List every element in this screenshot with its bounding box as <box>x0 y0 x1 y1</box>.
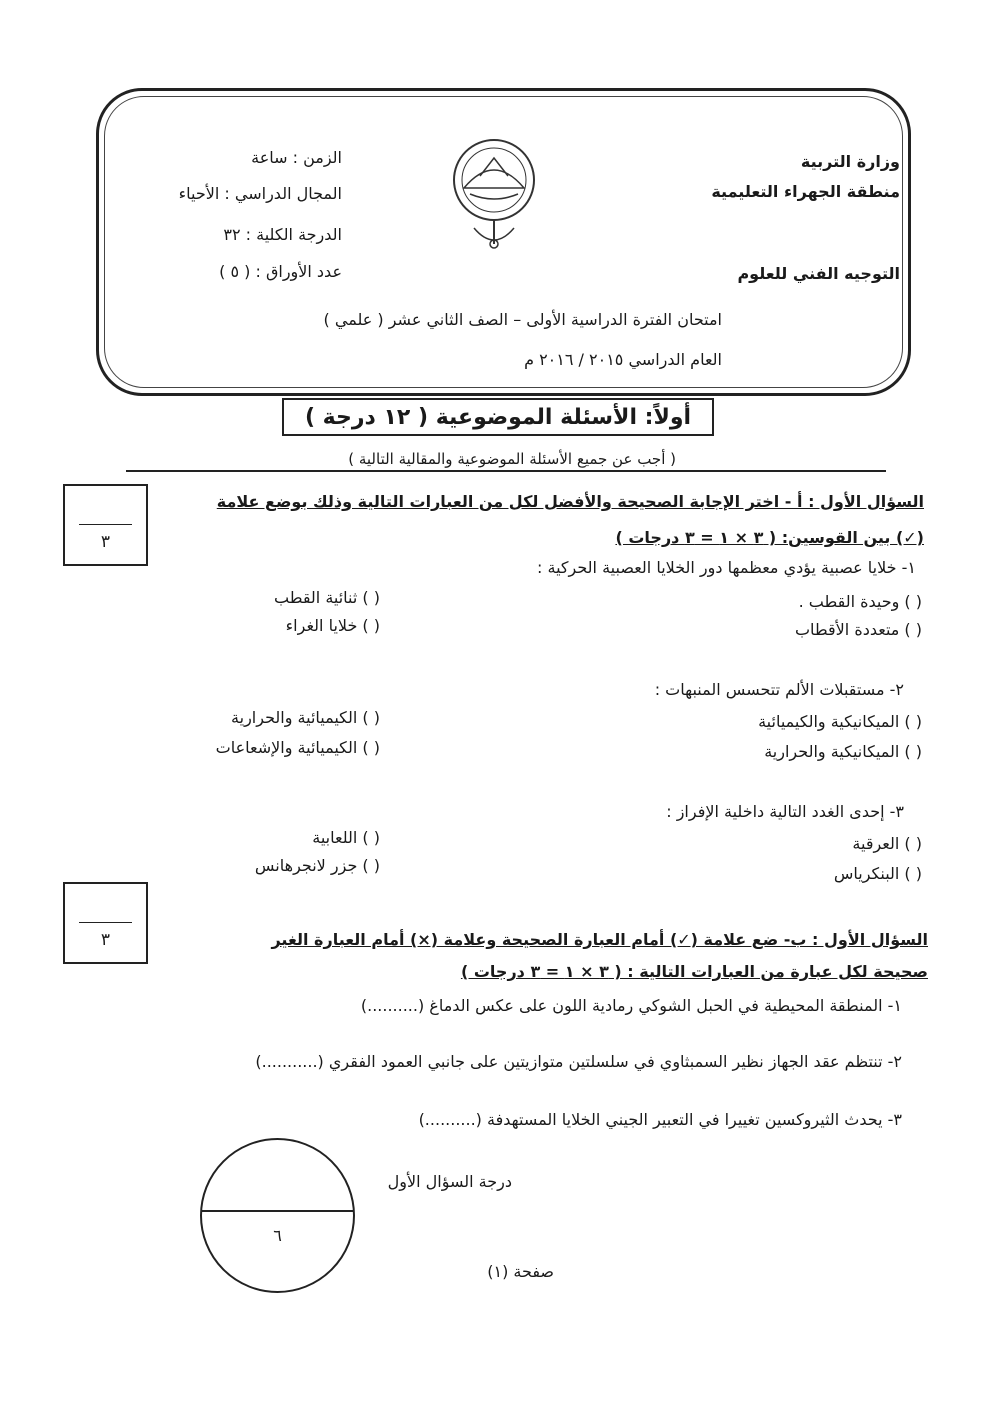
q1-total-value: ٦ <box>273 1226 282 1245</box>
score-value: ٣ <box>100 532 111 552</box>
q1a-option[interactable]: ( ) وحيدة القطب . <box>798 592 922 611</box>
q1a-option[interactable]: ( ) خلايا الغراء <box>285 616 380 635</box>
school-year: العام الدراسي ٢٠١٥ / ٢٠١٦ م <box>524 350 722 369</box>
q1b-heading-2: صحيحة لكل عبارة من العبارات التالية : ( ٣ × ١ = ٣ درجات ) <box>460 962 928 981</box>
divider <box>126 470 886 472</box>
q1b-statement-1: ١- المنطقة المحيطية في الحبل الشوكي رمادية اللون على عكس الدماغ (..........) <box>360 996 902 1015</box>
section-title: أولاً: الأسئلة الموضوعية ( ١٢ درجة ) <box>282 398 714 436</box>
q1a-option[interactable]: ( ) البنكرياس <box>833 864 922 883</box>
score-box-q1b <box>63 882 148 964</box>
q1b-heading: السؤال الأول : ب- ضع علامة (✓) أمام العبارة الصحيحة وعلامة (×) أمام العبارة الغير <box>271 930 928 949</box>
score-box-q1a <box>63 484 148 566</box>
q1a-option[interactable]: ( ) اللعابية <box>312 828 380 847</box>
kuwait-emblem-icon <box>440 132 548 252</box>
q1a-option[interactable]: ( ) جزر لانجرهانس <box>254 856 380 875</box>
exam-pages: عدد الأوراق : ( ٥ ) <box>219 262 342 281</box>
q1a-heading: السؤال الأول : أ - اختر الإجابة الصحيحة والأفضل لكل من العبارات التالية وذلك بوضع علامة <box>216 492 924 511</box>
exam-title: امتحان الفترة الدراسية الأولى – الصف الثاني عشر ( علمي ) <box>323 310 722 329</box>
q1-total-circle <box>200 1138 355 1293</box>
q1a-option[interactable]: ( ) العرقية <box>852 834 922 853</box>
q1a-stem-3: ٣- إحدى الغدد التالية داخلية الإفراز : <box>666 802 904 821</box>
q1a-option[interactable]: ( ) ثنائية القطب <box>273 588 380 607</box>
q1a-option[interactable]: ( ) الكيميائية والحرارية <box>231 708 380 727</box>
supervision-name: التوجيه الفني للعلوم <box>737 264 900 283</box>
exam-time: الزمن : ساعة <box>251 148 342 167</box>
instruction: ( أجب عن جميع الأسئلة الموضوعية والمقالية التالية ) <box>348 450 676 468</box>
q1a-option[interactable]: ( ) الميكانيكية والكيميائية <box>758 712 922 731</box>
score-value: ٣ <box>100 930 111 950</box>
q1a-stem-1: ١- خلايا عصبية يؤدي معظمها دور الخلايا العصبية الحركية : <box>537 558 916 577</box>
q1a-option[interactable]: ( ) الكيميائية والإشعاعات <box>215 738 380 757</box>
page-number: صفحة (١) <box>487 1262 554 1281</box>
q1-total-label: درجة السؤال الأول <box>387 1172 512 1191</box>
district-name: منطقة الجهراء التعليمية <box>711 182 900 201</box>
q1a-option[interactable]: ( ) الميكانيكية والحرارية <box>764 742 922 761</box>
q1b-statement-2: ٢- تنتظم عقد الجهاز نظير السمبثاوي في سلسلتين متوازيتين على جانبي العمود الفقري (...........) <box>255 1052 902 1071</box>
q1a-stem-2: ٢- مستقبلات الألم تتحسس المنبهات : <box>654 680 904 699</box>
q1b-statement-3: ٣- يحدث الثيروكسين تغييرا في التعبير الجيني الخلايا المستهدفة (..........) <box>418 1110 902 1129</box>
q1a-marks: (✓) بين القوسين: ( ٣ × ١ = ٣ درجات ) <box>615 528 924 547</box>
exam-subject: المجال الدراسي : الأحياء <box>178 184 342 203</box>
q1a-option[interactable]: ( ) متعددة الأقطاب <box>794 620 922 639</box>
exam-total-score: الدرجة الكلية : ٣٢ <box>223 225 342 244</box>
ministry-name: وزارة التربية <box>800 152 900 171</box>
